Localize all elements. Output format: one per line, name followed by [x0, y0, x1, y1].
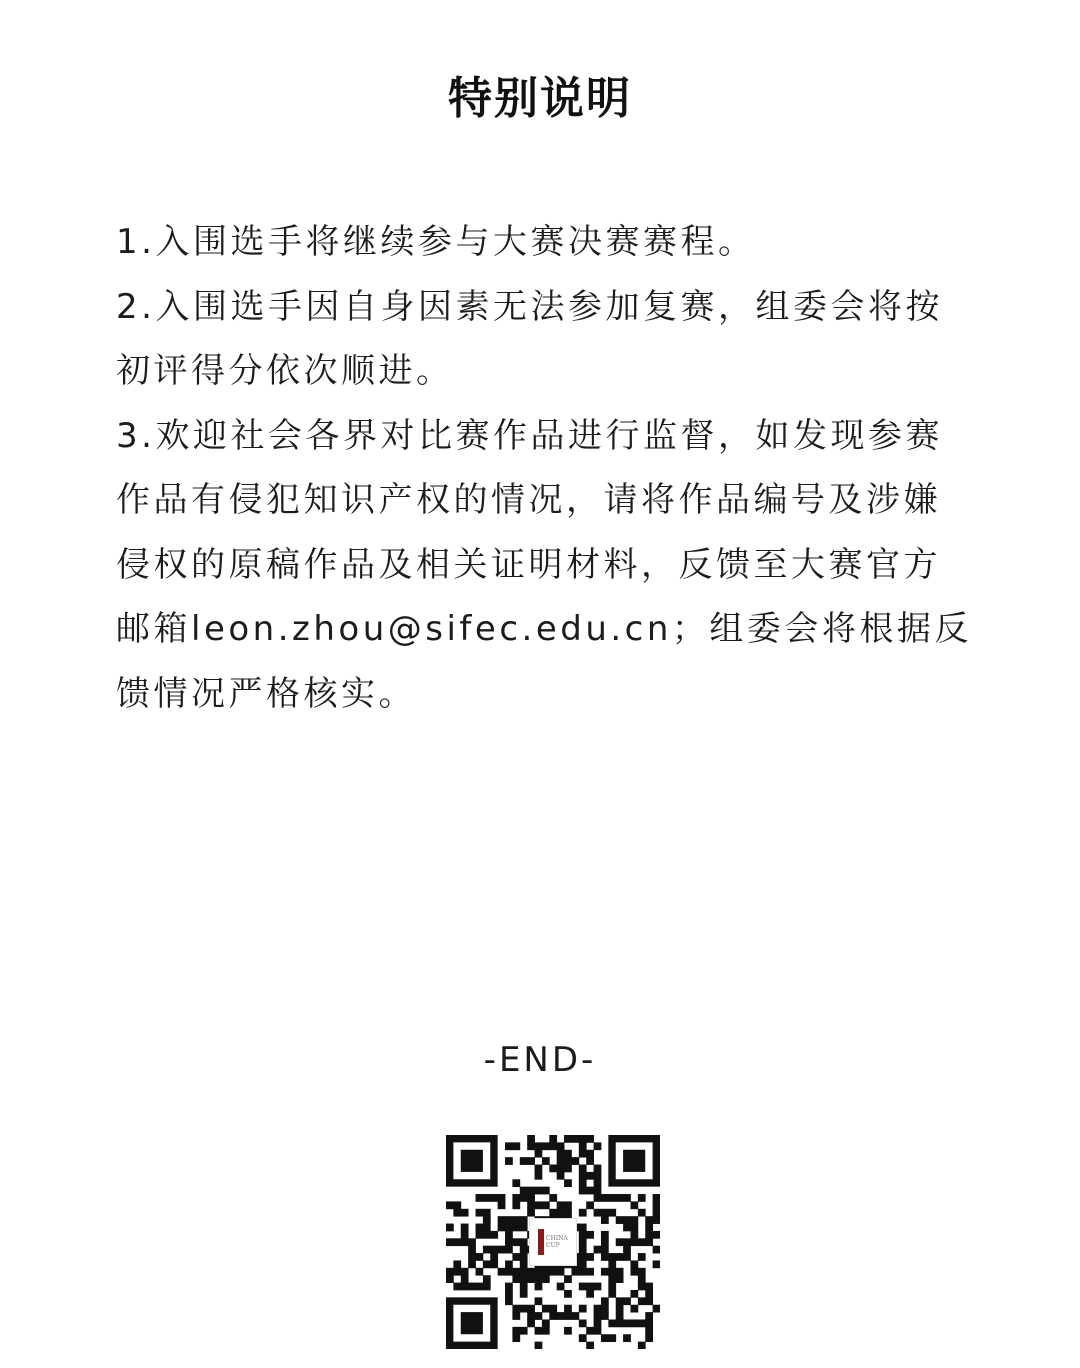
end-marker: -END-: [483, 1040, 597, 1080]
page-title: 特别说明: [448, 73, 632, 124]
note-item: 3.欢迎社会各界对比赛作品进行监督，如发现参赛作品有侵犯知识产权的情况，请将作品编号及涉嫌侵权的原稿作品及相关证明材料，反馈至大赛官方邮箱leon.zhou@sifec.edu.cn；组委会将根据反馈情况严格核实。: [116, 415, 972, 714]
notes-list: [116, 210, 976, 726]
tower-icon: [538, 1229, 544, 1255]
china-cup-logo: [529, 1218, 577, 1266]
qr-code[interactable]: [446, 1135, 660, 1349]
note-item: 1.入围选手将继续参与大赛决赛赛程。: [116, 222, 756, 262]
logo-text-line1: CHINA: [546, 1235, 568, 1242]
note-item: 2.入围选手因自身因素无法参加复赛，组委会将按初评得分依次顺进。: [116, 286, 943, 391]
logo-text-line2: CUP: [546, 1242, 560, 1249]
